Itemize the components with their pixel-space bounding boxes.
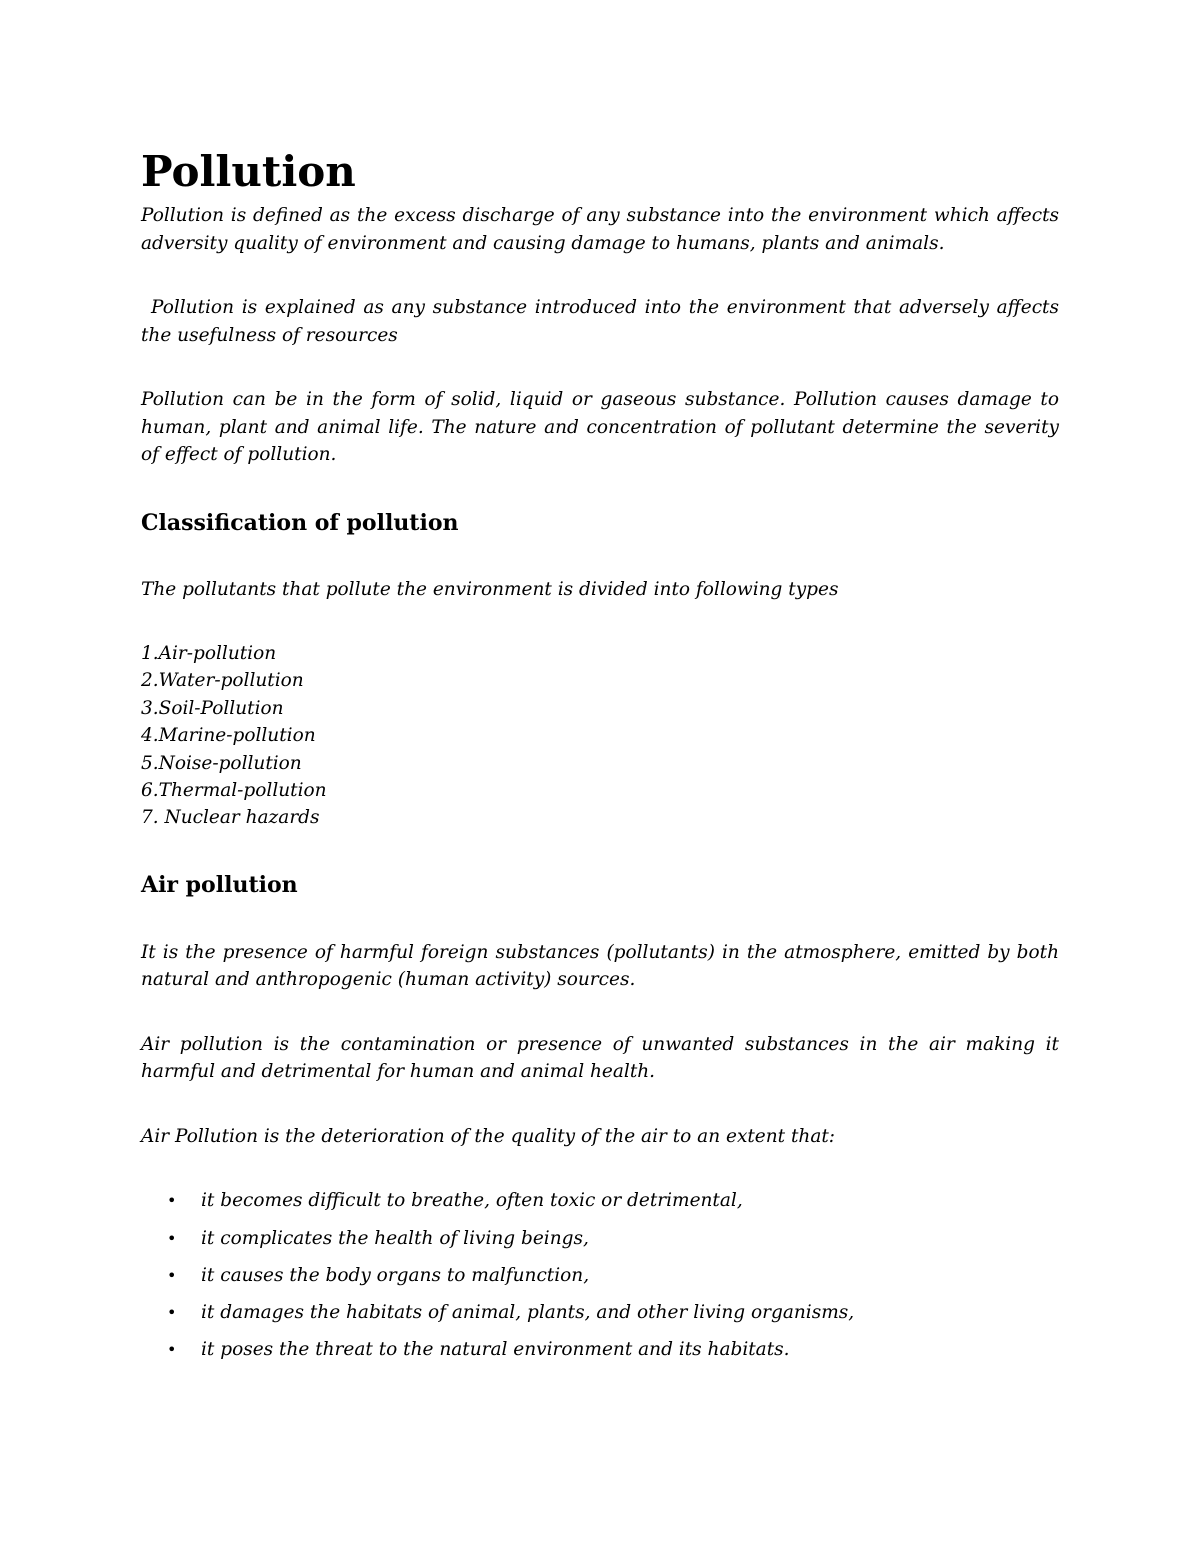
- intro-paragraph-3: Pollution can be in the form of solid, liquid or gaseous substance. Pollution causes damage to human, plant and animal life. The nature and concentration of pollutant determine the severity of effect of pollution.: [141, 389, 1059, 465]
- classification-lead: The pollutants that pollute the environment is divided into following types: [141, 578, 839, 600]
- list-item: 4.Marine-pollution: [141, 725, 316, 747]
- list-item-text: it becomes difficult to breathe, often toxic or detrimental,: [201, 1190, 743, 1212]
- list-item-text: it complicates the health of living beings,: [201, 1227, 589, 1249]
- list-item: [141, 1331, 1059, 1368]
- bullet-icon: •: [167, 1265, 177, 1285]
- air-pollution-paragraph-2: Air pollution is the contamination or presence of unwanted substances in the air making it harmful and detrimental for human and animal health.: [141, 1033, 1059, 1083]
- air-pollution-paragraph-1: It is the presence of harmful foreign substances (pollutants) in the atmosphere, emitted by both natural and anthropogenic (human activity) sources.: [141, 941, 1059, 991]
- list-item: 5.Noise-pollution: [141, 752, 302, 774]
- document-content: [141, 142, 1059, 1368]
- list-item: [141, 1220, 1059, 1257]
- bullet-icon: •: [167, 1302, 177, 1322]
- list-item: [141, 1294, 1059, 1331]
- list-item: [141, 1257, 1059, 1294]
- classification-heading: Classification of pollution: [141, 509, 459, 536]
- list-item-text: it damages the habitats of animal, plants, and other living organisms,: [201, 1301, 855, 1323]
- intro-paragraph-2: Pollution is explained as any substance introduced into the environment that adversely affects the usefulness of resources: [141, 297, 1059, 346]
- list-item: 6.Thermal-pollution: [141, 780, 327, 802]
- list-item-text: it causes the body organs to malfunction,: [201, 1264, 590, 1286]
- air-pollution-paragraph-3: Air Pollution is the deterioration of the quality of the air to an extent that:: [141, 1125, 836, 1147]
- list-item: 3.Soil-Pollution: [141, 697, 284, 719]
- air-pollution-heading: Air pollution: [141, 871, 298, 898]
- bullet-icon: •: [167, 1340, 177, 1360]
- list-item: 2.Water-pollution: [141, 670, 304, 692]
- list-item: 7. Nuclear hazards: [141, 807, 320, 829]
- bullet-icon: •: [167, 1228, 177, 1248]
- intro-paragraph-1: Pollution is defined as the excess discharge of any substance into the environment which affects adversity quality of environment and causing damage to humans, plants and animals.: [141, 205, 1059, 254]
- pollution-types-list: [141, 640, 1059, 832]
- bullet-icon: •: [167, 1191, 177, 1211]
- list-item-text: it poses the threat to the natural environment and its habitats.: [201, 1339, 790, 1361]
- air-pollution-effects-list: [141, 1182, 1059, 1368]
- list-item: [141, 1182, 1059, 1219]
- list-item: 1.Air-pollution: [141, 643, 277, 664]
- page-title: Pollution: [141, 147, 356, 196]
